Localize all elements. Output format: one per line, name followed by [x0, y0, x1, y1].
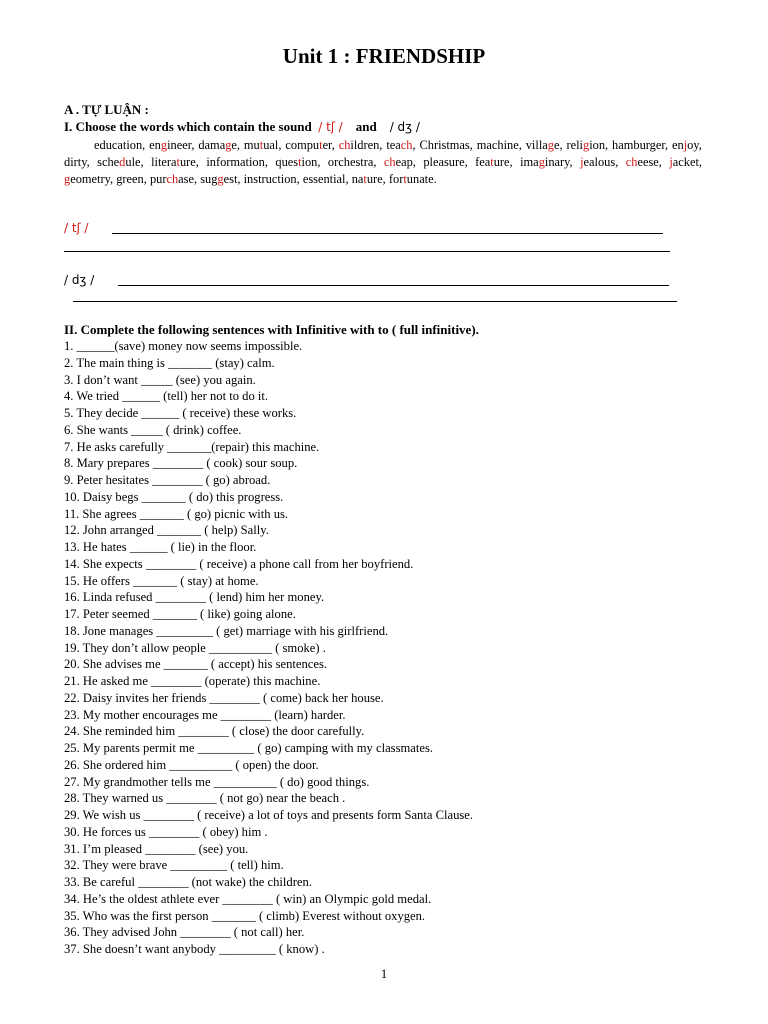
- word-part: hamburger,: [612, 138, 669, 152]
- word-part: na: [351, 172, 364, 186]
- word-highlight: ch: [166, 172, 179, 186]
- answer-row-dzh: [64, 272, 94, 288]
- sentence-item: 36. They advised John ________ ( not call) her.: [64, 925, 305, 940]
- sound-dzh-symbol: / dʒ /: [389, 120, 420, 134]
- word-part: pleasure,: [423, 155, 468, 169]
- word-item: [244, 138, 282, 152]
- sentence-item: 11. She agrees _______ ( go) picnic with us.: [64, 506, 289, 521]
- word-item: [580, 155, 618, 169]
- sentence-item: 4. We tried ______ (tell) her not to do it.: [64, 389, 269, 404]
- exercise-2-heading: II. Complete the following sentences with Infinitive with to ( full infinitive).: [64, 322, 479, 337]
- answer-label-dzh: / dʒ /: [64, 273, 95, 287]
- word-part: reli: [566, 138, 583, 152]
- sentence-item: 32. They were brave _________ ( tell) him.: [64, 858, 284, 873]
- sentence-item: 31. I’m pleased ________ (see) you.: [64, 841, 249, 856]
- sentence-item: 28. They warned us ________ ( not go) near the beach .: [64, 791, 346, 806]
- word-highlight: g: [225, 138, 232, 152]
- sentence-item: 19. They don’t allow people __________ ( smoke) .: [64, 640, 326, 655]
- word-item: [285, 138, 334, 152]
- word-item: [151, 155, 199, 169]
- word-part: fea: [475, 155, 491, 169]
- sentence-item: 27. My grandmother tells me __________ ( do) good things.: [64, 774, 370, 789]
- word-part: oy,: [687, 138, 702, 152]
- word-item: [669, 155, 702, 169]
- word-item: [626, 155, 662, 169]
- word-part: sche: [97, 155, 120, 169]
- answer-line-tsh-1[interactable]: [112, 233, 663, 234]
- word-item: [150, 172, 197, 186]
- word-highlight: g: [160, 138, 168, 152]
- answer-label-tsh: / tʃ /: [64, 221, 89, 235]
- word-part: instruction,: [243, 172, 300, 186]
- sentence-item: 29. We wish us ________ ( receive) a lot of toys and presents form Santa Clause.: [64, 808, 474, 822]
- sentence-item: 2. The main thing is _______ (stay) calm.: [64, 355, 275, 370]
- word-part: pur: [149, 172, 167, 186]
- sentence-item: 34. He’s the oldest athlete ever ________ ( win) an Olympic gold medal.: [64, 891, 432, 906]
- word-part: dirty,: [64, 155, 90, 169]
- word-part: eap,: [395, 155, 416, 169]
- answer-line-dzh-2[interactable]: [73, 301, 677, 302]
- word-item: [672, 138, 702, 152]
- word-part: sug: [200, 172, 218, 186]
- word-item: [198, 138, 240, 152]
- word-highlight: ch: [383, 155, 396, 169]
- word-item: [64, 172, 113, 186]
- word-highlight: j: [580, 155, 584, 169]
- word-part: for: [388, 172, 404, 186]
- word-part: est,: [223, 172, 241, 186]
- word-highlight: g: [64, 172, 71, 186]
- word-part: unate.: [406, 172, 437, 186]
- word-highlight: g: [217, 172, 224, 186]
- word-item: [275, 155, 320, 169]
- sentence-item: 37. She doesn’t want anybody _________ ( know) .: [64, 942, 325, 956]
- and-connector: and: [355, 119, 377, 134]
- sentence-item: 25. My parents permit me _________ ( go) camping with my classmates.: [64, 741, 434, 755]
- word-part: machine,: [476, 138, 522, 152]
- word-part: dama: [198, 138, 226, 152]
- sentence-item: 9. Peter hesitates ________ ( go) abroad.: [64, 473, 271, 487]
- word-item: [206, 155, 268, 169]
- word-part: villa: [525, 138, 548, 152]
- sentence-item: 35. Who was the first person _______ ( climb) Everest without oxygen.: [64, 908, 426, 923]
- word-item: [352, 172, 386, 186]
- word-part: ildren,: [350, 138, 383, 152]
- word-part: ques: [275, 155, 299, 169]
- word-part: essential,: [302, 172, 349, 186]
- word-part: litera: [151, 155, 177, 169]
- sentence-list: [64, 338, 473, 958]
- word-list: [64, 137, 702, 188]
- word-highlight: d: [119, 155, 126, 169]
- word-item: [149, 138, 194, 152]
- word-part: inary,: [544, 155, 573, 169]
- word-item: [520, 155, 573, 169]
- sentence-item: 21. He asked me ________ (operate) this machine.: [64, 674, 321, 688]
- word-part: acket,: [672, 155, 702, 169]
- word-highlight: t: [298, 155, 302, 169]
- word-highlight: t: [490, 155, 494, 169]
- sentence-item: 3. I don’t want _____ (see) you again.: [64, 372, 256, 387]
- word-item: [94, 138, 145, 152]
- sentence-item: 33. Be careful ________ (not wake) the children.: [64, 875, 312, 889]
- page-title: Unit 1 : FRIENDSHIP: [282, 44, 486, 68]
- sentence-item: 14. She expects ________ ( receive) a phone call from her boyfriend.: [64, 556, 414, 571]
- sentence-item: 13. He hates ______ ( lie) in the floor.: [64, 540, 257, 554]
- word-part: ase,: [178, 172, 198, 186]
- word-item: [244, 172, 300, 186]
- word-part: ule,: [125, 155, 144, 169]
- sentence-item: 18. Jone manages _________ ( get) marriage with his girlfriend.: [64, 623, 389, 638]
- word-item: [200, 172, 240, 186]
- sentence-item: 10. Daisy begs _______ ( do) this progress.: [64, 489, 284, 504]
- word-item: [64, 155, 90, 169]
- answer-line-tsh-2[interactable]: [64, 251, 670, 252]
- word-item: [566, 138, 608, 152]
- word-part: orchestra,: [327, 155, 377, 169]
- page-number: 1: [380, 966, 388, 981]
- word-part: ineer,: [167, 138, 195, 152]
- word-part: mu: [243, 138, 260, 152]
- word-part: Christmas,: [419, 138, 473, 152]
- word-part: green,: [116, 172, 147, 186]
- word-part: ure,: [493, 155, 513, 169]
- word-part: eese,: [637, 155, 662, 169]
- word-highlight: g: [547, 138, 554, 152]
- word-highlight: ch: [338, 138, 351, 152]
- word-part: ealous,: [583, 155, 619, 169]
- sentence-item: 20. She advises me _______ ( accept) his sentences.: [64, 657, 327, 672]
- sentence-item: 24. She reminded him ________ ( close) the door carefully.: [64, 724, 365, 739]
- sentence-item: 22. Daisy invites her friends ________ ( come) back her house.: [64, 690, 384, 705]
- word-part: tea: [386, 138, 401, 152]
- word-highlight: ch: [625, 155, 638, 169]
- word-item: [477, 138, 522, 152]
- word-part: er,: [322, 138, 335, 152]
- exercise-1-heading: [64, 119, 420, 135]
- sentence-item: 16. Linda refused ________ ( lend) him her money.: [64, 590, 325, 605]
- word-item: [384, 155, 416, 169]
- word-part: education,: [94, 138, 146, 152]
- word-part: ure,: [179, 155, 199, 169]
- word-part: compu: [285, 138, 320, 152]
- exercise-1-lead: I. Choose the words which contain the sound: [64, 119, 312, 134]
- word-part: information,: [206, 155, 268, 169]
- word-item: [328, 155, 377, 169]
- sound-tsh-symbol: / tʃ /: [318, 120, 343, 134]
- word-item: [389, 172, 437, 186]
- word-highlight: j: [669, 155, 673, 169]
- word-item: [475, 155, 513, 169]
- word-highlight: t: [259, 138, 264, 152]
- sentence-item: 1. ______(save) money now seems impossible.: [64, 339, 303, 353]
- word-item: [97, 155, 143, 169]
- word-item: [116, 172, 147, 186]
- word-highlight: ch: [400, 138, 413, 152]
- section-a-heading: A . TỰ LUẬN :: [64, 102, 149, 117]
- word-part: ion,: [589, 138, 609, 152]
- sentence-item: 15. He offers _______ ( stay) at home.: [64, 573, 259, 588]
- word-part: ima: [520, 155, 539, 169]
- word-item: [386, 138, 415, 152]
- word-part: ,: [412, 138, 416, 152]
- sentence-item: 7. He asks carefully _______(repair) this machine.: [64, 439, 320, 454]
- word-part: ion,: [301, 155, 321, 169]
- word-item: [419, 138, 472, 152]
- word-part: e,: [553, 138, 563, 152]
- answer-row-tsh: [64, 220, 88, 236]
- word-part: e,: [231, 138, 241, 152]
- sentence-item: 6. She wants _____ ( drink) coffee.: [64, 422, 242, 437]
- word-part: eometry,: [70, 172, 114, 186]
- word-highlight: t: [176, 155, 180, 169]
- answer-line-dzh-1[interactable]: [118, 285, 669, 286]
- sentence-item: 5. They decide ______ ( receive) these works.: [64, 406, 297, 420]
- word-item: [339, 138, 383, 152]
- word-highlight: t: [319, 138, 323, 152]
- sentence-item: 23. My mother encourages me ________ (learn) harder.: [64, 707, 346, 722]
- word-highlight: j: [683, 138, 688, 152]
- word-item: [526, 138, 563, 152]
- sentence-item: 8. Mary prepares ________ ( cook) sour soup.: [64, 456, 298, 471]
- word-item: [423, 155, 467, 169]
- word-part: ual,: [263, 138, 282, 152]
- sentence-item: 17. Peter seemed _______ ( like) going alone.: [64, 607, 296, 621]
- sentence-item: 30. He forces us ________ ( obey) him .: [64, 824, 268, 839]
- word-part: en: [672, 138, 684, 152]
- word-part: en: [149, 138, 161, 152]
- word-item: [303, 172, 349, 186]
- word-part: ure,: [366, 172, 386, 186]
- word-highlight: t: [403, 172, 407, 186]
- sentence-item: 26. She ordered him __________ ( open) the door.: [64, 757, 319, 772]
- word-highlight: t: [363, 172, 367, 186]
- word-highlight: g: [538, 155, 545, 169]
- word-item: [612, 138, 668, 152]
- word-highlight: g: [583, 138, 590, 152]
- sentence-item: 12. John arranged _______ ( help) Sally.: [64, 523, 269, 538]
